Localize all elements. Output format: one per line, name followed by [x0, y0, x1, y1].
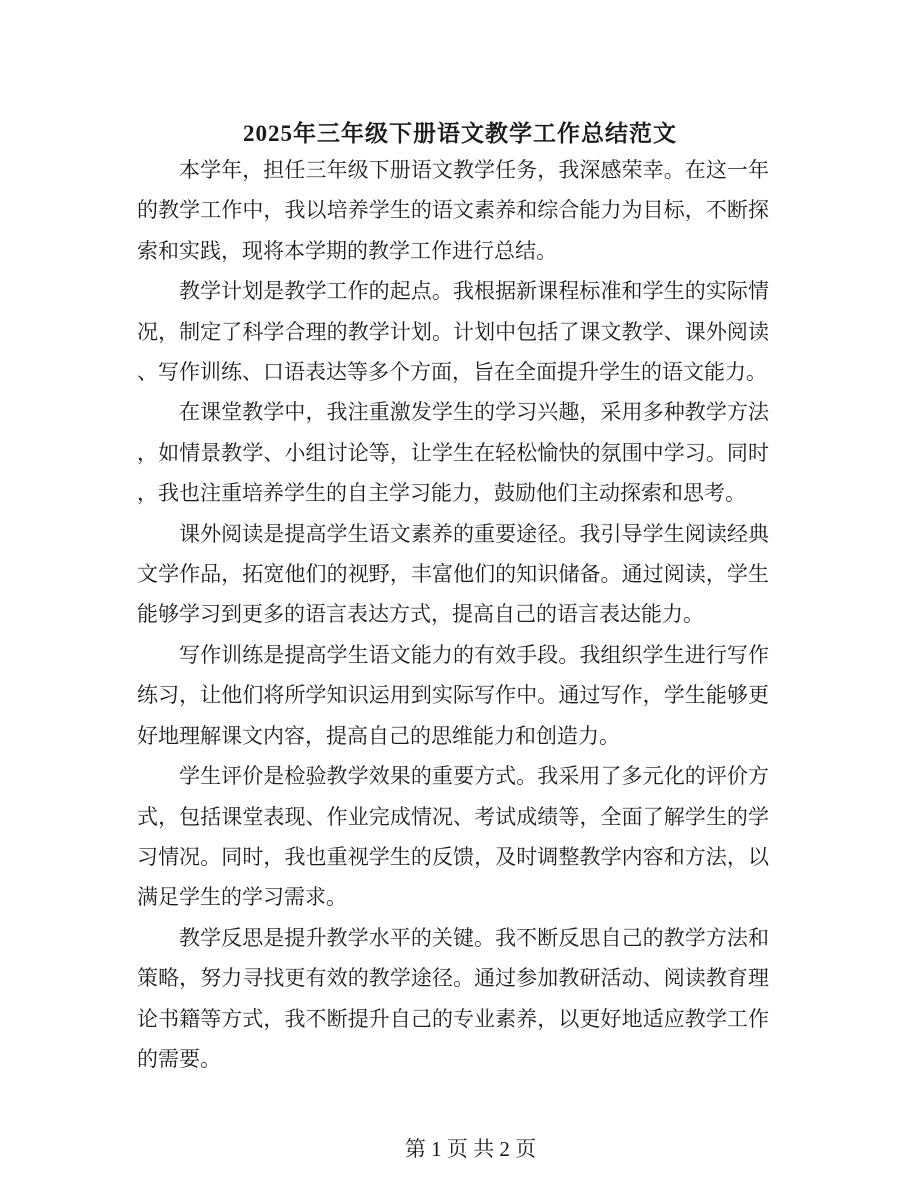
- paragraph: 教学反思是提升教学水平的关键。我不断反思自己的教学方法和策略，努力寻找更有效的教学途径。通过参加教研活动、阅读教育理论书籍等方式，我不断提升自己的专业素养，以更好地适应教学工作的需要。: [137, 925, 769, 1071]
- document-body: [137, 150, 769, 1079]
- paragraph: 本学年，担任三年级下册语文教学任务，我深感荣幸。在这一年的教学工作中，我以培养学生的语文素养和综合能力为目标，不断探索和实践，现将本学期的教学工作进行总结。: [137, 158, 769, 263]
- paragraph: 学生评价是检验教学效果的重要方式。我采用了多元化的评价方式，包括课堂表现、作业完成情况、考试成绩等，全面了解学生的学习情况。同时，我也重视学生的反馈，及时调整教学内容和方法，以满足学生的学习需求。: [137, 764, 769, 910]
- paragraph: 课外阅读是提高学生语文素养的重要途径。我引导学生阅读经典文学作品，拓宽他们的视野，丰富他们的知识储备。通过阅读，学生能够学习到更多的语言表达方式，提高自己的语言表达能力。: [137, 521, 769, 627]
- page-title: 2025年三年级下册语文教学工作总结范文: [243, 121, 677, 147]
- paragraph: 在课堂教学中，我注重激发学生的学习兴趣，采用多种教学方法，如情景教学、小组讨论等，让学生在轻松愉快的氛围中学习。同时，我也注重培养学生的自主学习能力，鼓励他们主动探索和思考。: [137, 400, 769, 506]
- paragraph: 教学计划是教学工作的起点。我根据新课程标准和学生的实际情况，制定了科学合理的教学计划。计划中包括了课文教学、课外阅读、写作训练、口语表达等多个方面，旨在全面提升学生的语文能力。: [137, 279, 769, 385]
- page-footer: [0, 1104, 920, 1191]
- paragraph: 写作训练是提高学生语文能力的有效手段。我组织学生进行写作练习，让他们将所学知识运用到实际写作中。通过写作，学生能够更好地理解课文内容，提高自己的思维能力和创造力。: [137, 642, 769, 748]
- footer-page-indicator: 第 1 页 共 2 页: [404, 1137, 537, 1161]
